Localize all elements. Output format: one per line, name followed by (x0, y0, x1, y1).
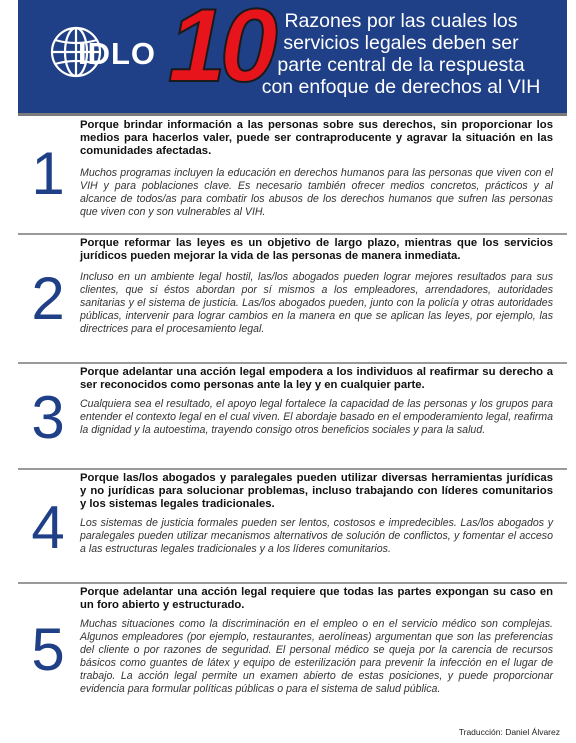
reason-number: 2 (31, 265, 65, 332)
reason-number: 1 (31, 140, 65, 207)
reason-headline: Porque las/los abogados y paralegales pueden utilizar diversas herramientas jurídicas y no jurídicas para solucionar problemas, incluso trabajando con líderes comunitarios y los sistemas legales tradicionales. (80, 472, 553, 510)
reason-headline: Porque adelantar una acción legal requiere que todas las partes expongan su caso en un foro abierto y estructurado. (80, 586, 553, 611)
page-title (242, 10, 560, 98)
reason-item-3 (18, 364, 567, 470)
reason-headline: Porque adelantar una acción legal empodera a los individuos al reafirmar su derecho a ser reconocidos como personas ante la ley y en cualquier parte. (80, 366, 553, 391)
reason-item-5 (18, 584, 567, 724)
reason-body: Incluso en un ambiente legal hostil, las/los abogados pueden lograr mejores resultados para sus clientes, que si éstos abordan por sí mismos a los empleadores, arrendadores, autoridades sanitarias y el sistema de justicia. Las/los abogados pueden, junto con la policía y otras autoridades públicas, intervenir para lograr cambios en la manera en que se aplican las leyes, por ejemplo, las directrices para el procesamiento legal. (80, 271, 553, 335)
reason-number: 4 (31, 494, 65, 561)
reason-number: 3 (31, 384, 65, 451)
reason-item-4 (18, 470, 567, 584)
title-line: servicios legales deben ser (283, 32, 519, 54)
page-header (18, 0, 567, 116)
ten-number: 10 (168, 0, 272, 104)
title-line: parte central de la respuesta (277, 54, 525, 76)
reasons-list (18, 116, 567, 724)
reason-body: Muchas situaciones como la discriminación en el empleo o en el servicio médico son complejas. Algunos empleadores (por ejemplo, restaurantes, aerolíneas) argumentan que son las preferencias del cliente o por razones de seguridad. El personal médico se queja por la carencia de recursos básicos como guantes de látex y equipo de esterilización para prevenir la infección en el lugar de trabajo. La acción legal permite un examen abierto de estas posiciones, y puede proporcionar evidencia para formular políticas públicas o para el sistema de salud pública. (80, 618, 553, 695)
logo-text: IDLO (78, 36, 157, 71)
title-line: Razones por las cuales los (284, 10, 518, 32)
reason-body: Muchos programas incluyen la educación en derechos humanos para las personas que viven con el VIH y para poblaciones clave. Es necesario también ofrecer medios concretos, prácticos y al alcance de todos/as para combatir los abusos de los derechos humanos que sufren las personas que viven con y son vulnerables al VIH. (80, 167, 553, 218)
reason-item-1 (18, 116, 567, 235)
title-line: con enfoque de derechos al VIH (261, 76, 541, 98)
reason-number: 5 (31, 616, 65, 683)
reason-headline: Porque reformar las leyes es un objetivo de largo plazo, mientras que los servicios jurídicos pueden mejorar la vida de las personas de manera inmediata. (80, 237, 553, 262)
translation-credit: Traducción: Daniel Álvarez (458, 727, 560, 737)
reason-headline: Porque brindar información a las personas sobre sus derechos, sin proporcionar los medios para hacerlos valer, puede ser contraproducente y agravar la situación en las comunidades afectadas. (80, 119, 553, 157)
reason-item-2 (18, 235, 567, 364)
reason-body: Los sistemas de justicia formales pueden ser lentos, costosos e impredecibles. Las/los abogados y paralegales pueden utilizar mecanismos alternativos de solución de conflictos, y fomentar el acceso a las estructuras legales tradicionales y a los líderes comunitarios. (80, 517, 553, 555)
reason-body: Cualquiera sea el resultado, el apoyo legal fortalece la capacidad de las personas y los grupos para entender el contexto legal en el cual viven. El abordaje basado en el empoderamiento legal, reafirma la dignidad y la autoestima, trayendo consigo otros beneficios sociales y para la salud. (80, 398, 553, 436)
